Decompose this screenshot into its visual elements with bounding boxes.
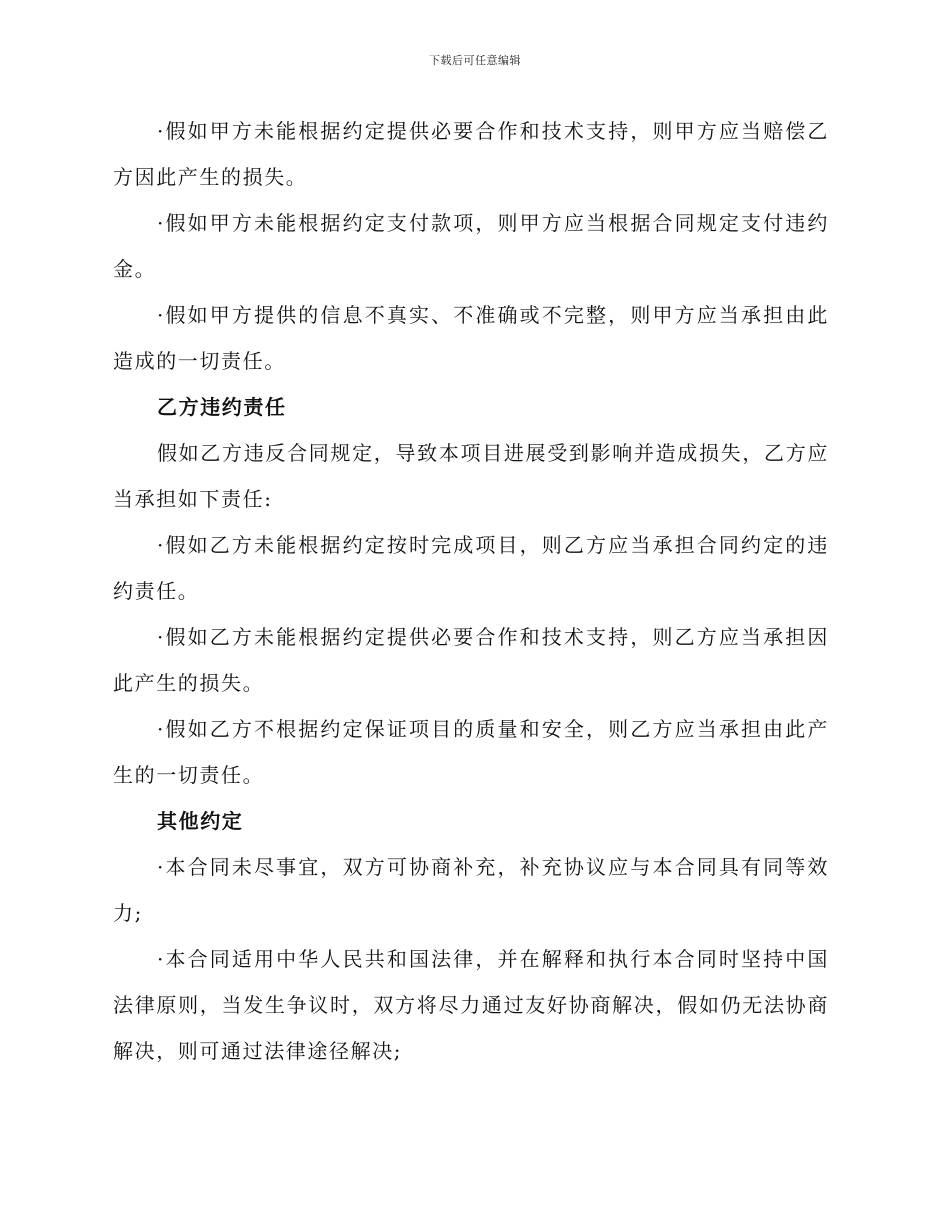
paragraph-party-b-cooperation: ·假如乙方未能根据约定提供必要合作和技术支持，则乙方应当承担因此产生的损失。	[113, 625, 829, 695]
document-body	[113, 108, 829, 1074]
paragraph-governing-law: ·本合同适用中华人民共和国法律，并在解释和执行本合同时坚持中国法律原则，当发生争议时，双方将尽力通过友好协商解决，假如仍无法协商解决，则可通过法律途径解决;	[113, 947, 829, 1063]
paragraph-party-a-cooperation: ·假如甲方未能根据约定提供必要合作和技术支持，则甲方应当赔偿乙方因此产生的损失。	[113, 119, 829, 189]
paragraph-supplement: ·本合同未尽事宜，双方可协商补充，补充协议应与本合同具有同等效力;	[113, 855, 829, 925]
paragraph-party-b-schedule: ·假如乙方未能根据约定按时完成项目，则乙方应当承担合同约定的违约责任。	[113, 533, 829, 603]
paragraph-party-b-intro: 假如乙方违反合同规定，导致本项目进展受到影响并造成损失，乙方应当承担如下责任:	[113, 441, 829, 511]
paragraph-party-a-payment: ·假如甲方未能根据约定支付款项，则甲方应当根据合同规定支付违约金。	[113, 211, 829, 281]
page-header: 下载后可任意编辑	[429, 54, 521, 67]
section-heading-other-agreements: 其他约定	[157, 809, 244, 833]
section-heading-party-b-liability: 乙方违约责任	[157, 395, 287, 419]
paragraph-party-a-information: ·假如甲方提供的信息不真实、不准确或不完整，则甲方应当承担由此造成的一切责任。	[113, 303, 829, 373]
paragraph-party-b-quality: ·假如乙方不根据约定保证项目的质量和安全，则乙方应当承担由此产生的一切责任。	[113, 717, 829, 787]
